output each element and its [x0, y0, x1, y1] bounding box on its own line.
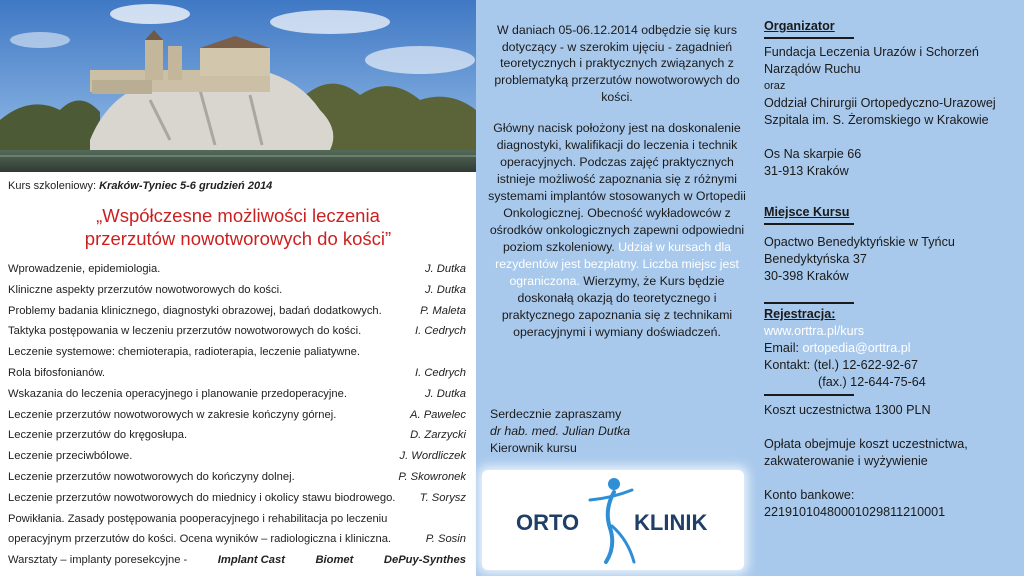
agenda-list	[8, 262, 470, 574]
workshop-brand: DePuy-Synthes	[383, 554, 466, 567]
agenda-row	[8, 283, 470, 304]
course-title-line-2: przerzutów nowotworowych do kości”	[84, 228, 392, 249]
agenda-row	[8, 324, 470, 345]
focus-text: Główny nacisk położony jest na doskonalenie diagnostyki, kwalifikacji do leczenia i technik operacyjnych. Podczas zajęć praktycznych istnieje możliwość zapoznania się z różnymi systemami implantów stosowanych w Ortopedii Onkologicznej. Obecność wykładowców z ośrodków onkologicznych zapewni odpowiedni poziom szkoleniowy.	[488, 121, 746, 254]
agenda-row	[8, 449, 470, 470]
agenda-topic: Leczenie przerzutów nowotworowych do miednicy i okolicy stawu biodrowego.	[8, 491, 396, 504]
registration-tel: Kontakt: (tel.) 12-622-92-67	[764, 358, 919, 372]
agenda-speaker: J. Wordliczek	[399, 450, 466, 463]
agenda-row	[8, 366, 470, 387]
agenda-topic: Leczenie systemowe: chemioterapia, radioterapia, leczenie paliatywne.	[8, 346, 360, 359]
greeting: Serdecznie zapraszamy	[490, 407, 622, 421]
closing-text: Wierzymy, że Kurs będzie doskonałą okazją do teoretycznego i praktycznego zapoznania się z technikami operacyjnymi i wymiany doświadczeń.	[501, 274, 733, 339]
organizer-oraz: oraz	[764, 80, 786, 92]
intro-paragraph: W daniach 05-06.12.2014 odbędzie się kurs dotyczący - w szerokim ujęciu - zagadnień teoretycznych i praktycznych związanych z problematyką przerzutów nowotworowych do kości.	[494, 23, 740, 104]
focus-paragraph	[482, 120, 752, 341]
agenda-topic: Leczenie przeciwbólowe.	[8, 450, 133, 463]
agenda-topic: Wskazania do leczenia operacyjnego i planowanie przedoperacyjne.	[8, 387, 347, 400]
logo-left-word: ORTO	[516, 510, 580, 535]
agenda-row	[8, 428, 470, 449]
fee-includes-2: zakwaterowanie i wyżywienie	[764, 454, 928, 468]
signature-block	[490, 406, 630, 457]
agenda-speaker: J. Dutka	[424, 283, 466, 296]
organizer-divider	[764, 37, 854, 39]
venue-line-3: 30-398 Kraków	[764, 269, 849, 283]
signer-role: Kierownik kursu	[490, 441, 577, 455]
agenda-row	[8, 470, 470, 491]
agenda-speaker: P. Skowronek	[398, 470, 466, 483]
agenda-row	[8, 408, 470, 429]
logo-figure-leg-icon	[612, 526, 634, 562]
agenda-speaker: T. Sorysz	[419, 491, 466, 504]
bank-account-number: 22191010480001029811210001	[764, 505, 946, 519]
workshop-brand: Implant Cast	[217, 554, 285, 567]
organizer-block	[764, 44, 996, 180]
workshop-brand: Biomet	[315, 554, 354, 567]
agenda-row	[8, 512, 470, 533]
organizer-line-3: Oddział Chirurgii Ortopedyczno-Urazowej	[764, 96, 996, 110]
agenda-speaker: J. Dutka	[424, 387, 466, 400]
agenda-topic: Problemy badania klinicznego, diagnostyki obrazowej, badań dodatkowych.	[8, 304, 382, 317]
venue-heading: Miejsce Kursu	[764, 205, 850, 219]
registration-email[interactable]: ortopedia@orttra.pl	[802, 341, 911, 355]
organizer-street: Os Na skarpie 66	[764, 147, 862, 161]
venue-divider	[764, 223, 854, 225]
agenda-speaker: P. Maleta	[420, 304, 466, 317]
fee-cost: Koszt uczestnictwa 1300 PLN	[764, 403, 931, 417]
organizer-header	[764, 18, 835, 35]
agenda-speaker: I. Cedrych	[415, 325, 466, 338]
middle-column	[476, 0, 756, 576]
agenda-speaker: J. Dutka	[424, 263, 466, 275]
workshop-label: Warsztaty – implanty poresekcyjne -	[8, 554, 188, 567]
logo-right-word: KLINIK	[634, 510, 708, 535]
agenda-topic: Leczenie przerzutów nowotworowych w zakresie kończyny górnej.	[8, 408, 337, 421]
fees-block	[764, 402, 968, 521]
right-column	[756, 0, 1024, 576]
abbey-photo	[0, 0, 476, 172]
free-participation-text: Udział w kursach dla rezydentów jest bezpłatny. Liczba miejsc jest ograniczona.	[495, 240, 739, 288]
logo-figure-head-icon	[608, 478, 620, 490]
agenda-speaker	[466, 512, 470, 533]
organizer-heading: Organizator	[764, 19, 835, 33]
venue-header	[764, 204, 849, 221]
course-prefix: Kurs szkoleniowy:	[8, 180, 100, 192]
agenda-row	[8, 345, 470, 366]
registration-divider-top	[764, 302, 854, 304]
bank-account-label: Konto bankowe:	[764, 488, 855, 502]
organizer-city: 31-913 Kraków	[764, 164, 849, 178]
registration-url[interactable]: www.orttra.pl/kurs	[764, 324, 865, 338]
registration-heading: Rejestracja:	[764, 307, 836, 321]
abbey-photo-illustration	[0, 0, 476, 172]
agenda-speaker: D. Zarzycki	[410, 429, 466, 442]
orto-klinik-logo-graphic	[482, 470, 744, 570]
venue-line-2: Benedyktyńska 37	[764, 252, 867, 266]
agenda-row-workshop	[8, 553, 470, 574]
registration-email-label: Email:	[764, 341, 803, 355]
agenda-row	[8, 532, 470, 553]
agenda-speaker	[466, 345, 470, 366]
course-title	[0, 204, 476, 250]
left-column	[0, 0, 476, 576]
organizer-line-2: Narządów Ruchu	[764, 62, 861, 76]
agenda-topic: Leczenie przerzutów nowotworowych do kończyny dolnej.	[8, 470, 295, 483]
signer-name: dr hab. med. Julian Dutka	[490, 424, 631, 438]
venue-block	[764, 234, 955, 285]
registration-fax: (fax.) 12-644-75-64	[818, 375, 926, 389]
registration-block	[764, 306, 926, 391]
agenda-topic: operacyjnym przerzutów do kości. Ocena wyników – radiologiczna i kliniczna.	[8, 533, 392, 546]
agenda-topic: Leczenie przerzutów do kręgosłupa.	[8, 429, 188, 442]
agenda-row	[8, 304, 470, 325]
registration-email-line	[764, 340, 926, 357]
agenda-row	[8, 387, 470, 408]
agenda-topic: Powikłania. Zasady postępowania pooperacyjnego i rehabilitacja po leczeniu	[8, 512, 388, 525]
organizer-line-4: Szpitala im. S. Żeromskiego w Krakowie	[764, 113, 989, 127]
agenda-topic: Taktyka postępowania w leczeniu przerzutów nowotworowych do kości.	[8, 325, 362, 338]
course-title-line-1: „Współczesne możliwości leczenia	[96, 205, 380, 226]
organizer-line-1: Fundacja Leczenia Urazów i Schorzeń	[764, 45, 979, 59]
agenda-speaker: A. Pawelec	[410, 408, 466, 421]
orto-klinik-logo	[482, 470, 744, 570]
fee-includes-1: Opłata obejmuje koszt uczestnictwa,	[764, 437, 968, 451]
course-line	[8, 180, 272, 192]
agenda-topic: Wprowadzenie, epidemiologia.	[8, 263, 161, 275]
agenda-row	[8, 491, 470, 512]
agenda-topic: Rola bifosfonianów.	[8, 366, 106, 379]
course-place-date: Kraków-Tyniec 5-6 grudzień 2014	[99, 180, 273, 192]
venue-line-1: Opactwo Benedyktyńskie w Tyńcu	[764, 235, 955, 249]
agenda-row	[8, 262, 470, 283]
agenda-speaker: P. Sosin	[425, 533, 466, 546]
registration-divider-bottom	[764, 394, 854, 396]
agenda-speaker: I. Cedrych	[415, 366, 466, 379]
agenda-topic: Kliniczne aspekty przerzutów nowotworowych do kości.	[8, 283, 283, 296]
